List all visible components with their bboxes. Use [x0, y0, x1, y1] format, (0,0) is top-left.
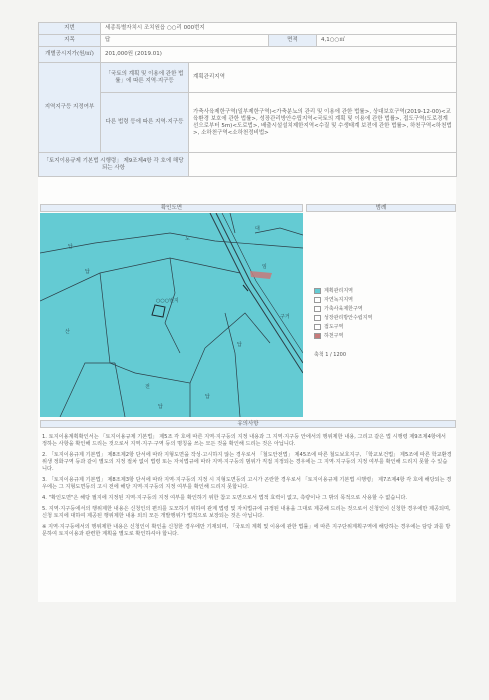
regulation-items-label: 「토지이용규제 기본법 시행령」 제9조제4항 각 호에 해당되는 사항: [39, 153, 189, 177]
land-price-value: 201,000원 (2019.01): [101, 47, 457, 63]
note-paragraph: 1. 토지이용계획확인서는 「토지이용규제 기본법」 제5조 각 호에 따른 지역·지구등의 지정 내용과 그 지역·지구등 안에서의 행위제한 내용, 그리고 같은 법 시행령 제9조제4항에서 정하는 사항을 확인해 드리는 것으로서 지역·지구·구역 등의 명칭을 쓰는 모든 것을 확인해 드리는 것은 아닙니다.: [42, 434, 446, 447]
legend-item: [314, 332, 343, 339]
zoning-other-law-value: 가축사육제한구역(일부제한구역)<가축분뇨의 관리 및 이용에 관한 법률>, 상대보호구역(2019-12-00)<교육환경 보호에 관한 법률>, 성장관리방안수립지역<국토의 계획 및 이용에 관한 법률>, 접도구역(도로경계선으로부터 5m)<도로법>, 배출시설설치제한지역<수질 및 수생태계 보전에 관한 법률>, 하천구역<하천법>, 소하천구역<소하천정비법>: [189, 93, 457, 153]
road-line: [216, 213, 303, 363]
map-boundary-line: [115, 363, 125, 417]
parcel-label: ○○○번지: [156, 298, 179, 304]
map-label: 답: [205, 394, 210, 400]
legend-swatch: [314, 306, 321, 312]
note-paragraph: 2. 「토지이용규제 기본법」 제8조제2항 단서에 따라 지형도면을 작성·고시하지 않는 경우로서 「철도안전법」 제45조에 따른 철도보호지구, 「학교보건법」 제5조에 따른 학교환경위생 정화구역 등과 같이 별도의 지정 절차 없이 법령 또는 자치법규에 따라 지역·지구등의 범위가 직접 지정되는 경우에는 그 지역·지구등의 지정 여부를 확인해 드리지 못할 수 있습니다.: [42, 452, 452, 472]
map-label: 답: [85, 269, 90, 275]
legend-label: 가축사육제한구역: [324, 306, 363, 312]
legend-label: 성장관리방안수립지역: [324, 315, 373, 321]
map-label: 산: [65, 329, 70, 335]
note-paragraph: ※ 지역·지구등에서의 행위제한 내용은 신청인이 확인을 신청한 경우에만 기재되며, 「국토의 계획 및 이용에 관한 법률」에 따른 지구단위계획구역에 해당하는 경우에는 담당 과를 방문하여 토지이용과 관련한 계획을 별도로 확인하셔야 합니다.: [42, 524, 451, 537]
legend-header: 범례: [306, 204, 456, 212]
area-label: 면적: [269, 35, 317, 47]
legend-swatch: [314, 333, 321, 339]
map-boundary-line: [135, 373, 190, 417]
legend-swatch: [314, 288, 321, 294]
regulation-items-value: [189, 153, 457, 177]
map-boundary-line: [100, 273, 135, 373]
note-paragraph: 4. "확인도면"은 해당 필지에 지정된 지역·지구등의 지정 여부를 확인하기 위한 참고 도면으로서 법적 효력이 없고, 측량이나 그 밖의 목적으로 사용할 수 없습니다.: [42, 495, 407, 501]
note-paragraph: 5. 지역·지구등에서의 행위제한 내용은 신청인의 편의를 도모하기 위하여 관계 법령 및 자치법규에 규정된 내용을 그대로 제공해 드리는 것으로서 신청인이 신청한 경우에만 제공되며, 신청 토지에 대하여 제공된 행위제한 내용 외의 모든 개발행위가 법적으로 보장되는 것은 아닙니다.: [42, 506, 451, 519]
map-boundary-line: [60, 363, 115, 417]
zoning-national-law-value: 계획관리지역: [189, 63, 457, 93]
notes-body: [42, 434, 452, 542]
parcel-address-label: 지번: [39, 23, 101, 35]
map-label: 답: [68, 244, 73, 250]
land-price-label: 개별공시지가(원/㎡): [39, 47, 101, 63]
legend-item: [314, 323, 343, 330]
legend-label: 자연녹지지역: [324, 297, 353, 303]
map-label: 답: [158, 404, 163, 410]
map-label: 대: [255, 226, 260, 232]
document-page: [38, 22, 456, 602]
legend: [306, 213, 456, 417]
map-boundary-line: [40, 233, 303, 253]
legend-label: 하천구역: [324, 333, 344, 339]
legend-swatch: [314, 324, 321, 330]
map-header: 확인도면: [40, 204, 303, 212]
zoning-label: 지역지구등 지정여부: [39, 63, 101, 153]
legend-item: [314, 305, 363, 312]
confirmation-map: [40, 213, 303, 417]
parcel-address-value: 세종특별자치시 조치원읍 ○○리 000번지: [101, 23, 457, 35]
map-label: 임: [262, 264, 267, 270]
zoning-other-law-label: 다른 법령 등에 따른 지역·지구등: [101, 93, 189, 153]
subject-parcel: [152, 305, 165, 317]
land-category-value: 답: [101, 35, 269, 47]
map-boundary-line: [255, 228, 303, 235]
land-category-label: 지목: [39, 35, 101, 47]
road-line: [210, 213, 303, 373]
legend-label: 접도구역: [324, 324, 344, 330]
river-zone-area: [250, 271, 272, 279]
map-label: 전: [145, 384, 150, 390]
road-line: [222, 213, 303, 353]
legend-item: [314, 287, 353, 294]
map-scale: 축척 1 / 1200: [314, 352, 347, 358]
map-label: 도: [185, 236, 190, 242]
land-info-table: [38, 22, 457, 177]
map-boundary-line: [40, 258, 240, 301]
notes-header: 유의사항: [40, 420, 456, 428]
legend-swatch: [314, 297, 321, 303]
map-boundary-line: [165, 258, 180, 353]
zoning-national-law-label: 「국토의 계획 및 이용에 관한 법률」에 따른 지역·지구등: [101, 63, 189, 93]
legend-item: [314, 314, 372, 321]
legend-item: [314, 296, 353, 303]
map-boundary-line: [190, 348, 205, 383]
map-label: 구거: [280, 314, 290, 320]
map-lines: [40, 213, 303, 417]
area-value: 4,1○○㎡: [317, 35, 457, 47]
map-label: 답: [237, 342, 242, 348]
note-paragraph: 3. 「토지이용규제 기본법」 제8조제3항 단서에 따라 지역·지구등의 지정 시 지형도면등의 고시가 곤란한 경우로서 「토지이용규제 기본법 시행령」 제7조제4항 각 호에 해당되는 경우에는 그 지형도면등의 고시 전에 해당 지역·지구등의 지정 여부를 확인해 드리지 못합니다.: [42, 477, 452, 490]
legend-label: 계획관리지역: [324, 288, 353, 294]
legend-swatch: [314, 315, 321, 321]
